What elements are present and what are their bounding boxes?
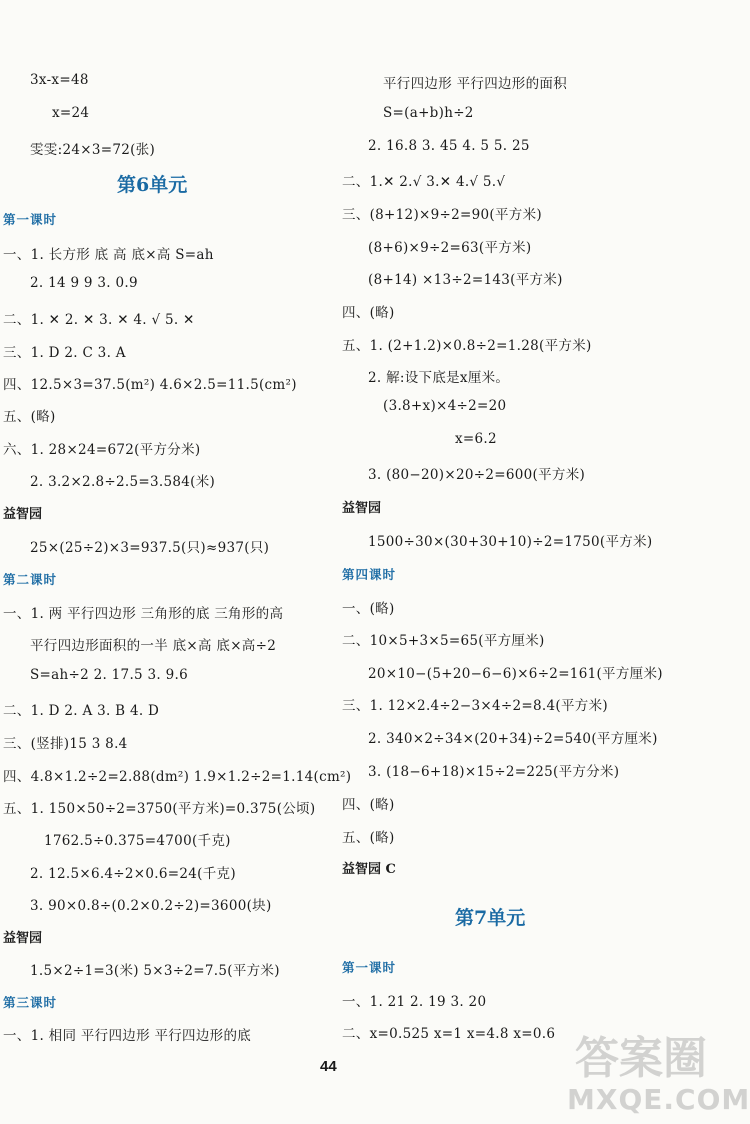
text-line: 一、1. 相同 平行四边形 平行四边形的底 [3,1028,252,1044]
text-line: 三、(竖排)15 3 8.4 [3,736,128,752]
text-line: 一、1. 21 2. 19 3. 20 [342,994,487,1010]
yizhiyuan-heading: 益智园 [3,507,43,522]
lesson-heading: 第四课时 [342,567,397,582]
text-line: 平行四边形面积的一半 底×高 底×高÷2 [30,638,277,654]
text-line: (8+14) ×13÷2=143(平方米) [368,272,563,288]
text-line: 3x-x=48 [30,72,89,88]
text-line: 三、1. 12×2.4÷2−3×4÷2=8.4(平方米) [342,698,608,714]
text-line: 25×(25÷2)×3=937.5(只)≈937(只) [30,540,270,556]
text-line: 一、1. 两 平行四边形 三角形的底 三角形的高 [3,606,284,622]
yizhiyuan-heading: 益智园 C [342,862,396,877]
text-line: (3.8+x)×4÷2=20 [383,398,507,414]
text-line: 一、1. 长方形 底 高 底×高 S=ah [3,247,214,263]
text-line: 雯雯:24×3=72(张) [30,142,156,158]
unit-title: 第7单元 [455,907,526,929]
text-line: 三、(8+12)×9÷2=90(平方米) [342,207,542,223]
text-line: 2. 14 9 9 3. 0.9 [30,275,138,291]
text-line: S=(a+b)h÷2 [383,105,474,121]
lesson-heading: 第一课时 [3,212,58,227]
text-line: 3. (18−6+18)×15÷2=225(平方分米) [368,764,620,780]
page-number: 44 [320,1058,337,1075]
text-line: 3. (80−20)×20÷2=600(平方米) [368,467,586,483]
text-line: 2. 12.5×6.4÷2×0.6=24(千克) [30,866,236,882]
text-line: 二、x=0.525 x=1 x=4.8 x=0.6 [342,1026,556,1042]
text-line: 五、(略) [342,830,395,846]
watermark-logo: 答案圈 [575,1033,707,1084]
text-line: (8+6)×9÷2=63(平方米) [368,240,532,256]
text-line: 20×10−(5+20−6−6)×6÷2=161(平方厘米) [368,666,663,682]
text-line: 三、1. D 2. C 3. A [3,345,126,361]
yizhiyuan-heading: 益智园 [342,501,382,516]
unit-title: 第6单元 [117,174,188,196]
watermark-url: MXQE.COM [567,1083,750,1116]
lesson-heading: 第一课时 [342,960,397,975]
text-line: 一、(略) [342,601,395,617]
text-line: 2. 340×2÷34×(20+34)÷2=540(平方厘米) [368,731,658,747]
text-line: 五、1. (2+1.2)×0.8÷2=1.28(平方米) [342,338,592,354]
text-line: 平行四边形 平行四边形的面积 [383,76,567,92]
text-line: 1500÷30×(30+30+10)÷2=1750(平方米) [368,534,653,550]
yizhiyuan-heading: 益智园 [3,931,43,946]
text-line: 二、10×5+3×5=65(平方厘米) [342,633,545,649]
text-line: 五、1. 150×50÷2=3750(平方米)=0.375(公顷) [3,801,316,817]
text-line: 四、4.8×1.2÷2=2.88(dm²) 1.9×1.2÷2=1.14(cm²) [3,769,352,785]
lesson-heading: 第二课时 [3,572,58,587]
text-line: S=ah÷2 2. 17.5 3. 9.6 [30,667,188,683]
text-line: 二、1.✕ 2.√ 3.✕ 4.√ 5.√ [342,174,506,190]
text-line: 3. 90×0.8÷(0.2×0.2÷2)=3600(块) [30,898,272,914]
text-line: 四、12.5×3=37.5(m²) 4.6×2.5=11.5(cm²) [3,377,297,393]
text-line: 五、(略) [3,409,56,425]
text-line: x=6.2 [455,431,497,447]
text-line: x=24 [52,105,90,121]
text-line: 2. 3.2×2.8÷2.5=3.584(米) [30,474,216,490]
text-line: 四、(略) [342,797,395,813]
text-line: 2. 16.8 3. 45 4. 5 5. 25 [368,138,530,154]
text-line: 二、1. ✕ 2. ✕ 3. ✕ 4. √ 5. ✕ [3,312,195,328]
text-line: 1762.5÷0.375=4700(千克) [44,833,231,849]
lesson-heading: 第三课时 [3,995,58,1010]
text-line: 六、1. 28×24=672(平方分米) [3,442,201,458]
text-line: 四、(略) [342,305,395,321]
text-line: 2. 解:设下底是x厘米。 [368,370,510,386]
text-line: 二、1. D 2. A 3. B 4. D [3,703,160,719]
text-line: 1.5×2÷1=3(米) 5×3÷2=7.5(平方米) [30,963,280,979]
